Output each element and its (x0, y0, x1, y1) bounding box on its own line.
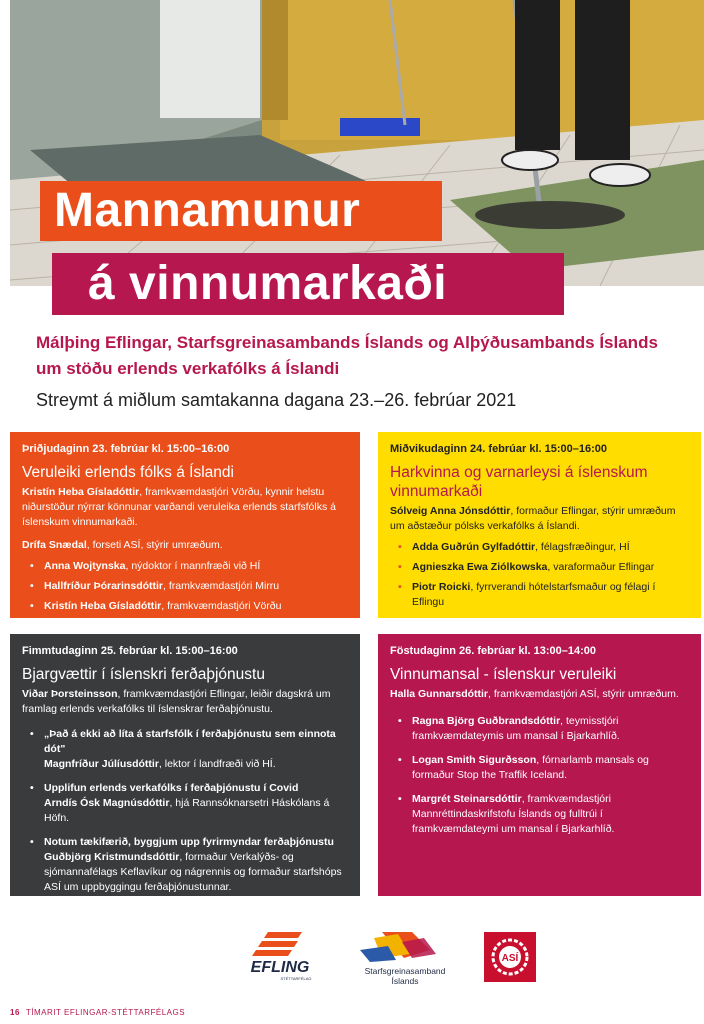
session-day: Fimmtudaginn 25. febrúar kl. 15:00–16:00 (22, 645, 238, 657)
page-title-line-2: á vinnumarkaði (52, 253, 564, 315)
bullet-icon: • (30, 728, 34, 740)
panelist-list (390, 714, 689, 837)
session-topic: Bjargvættir í íslenskri ferðaþjónustu (22, 666, 265, 683)
session-tuesday (10, 432, 360, 618)
bullet-icon: • (398, 581, 402, 593)
session-wednesday (378, 432, 701, 618)
ssi-logo-line-1: Starfsgreinasamband (364, 966, 446, 976)
talk-list (22, 727, 348, 895)
list-item: • „Það á ekki að líta á starfsfólk í ferðaþjónustu sem einnota dót" Magnfríður Júlíusdóttir, lektor í landfræði við HÍ. (30, 728, 336, 770)
speaker-role: , framkvæmdastjóri ASÍ, stýrir umræðum. (488, 688, 679, 700)
session-topic: Veruleiki erlends fólks á Íslandi (22, 464, 234, 481)
speaker-role: , formaður Eflingar, stýrir umræðum um aðstæður pólsks verkafólks á Íslandi. (390, 505, 676, 532)
list-item: • Kristín Heba Gísladóttir, framkvæmdastjóri Vörðu (30, 600, 282, 612)
session-day: Miðvikudaginn 24. febrúar kl. 15:00–16:00 (390, 443, 608, 455)
efling-logo-sub: STÉTTARFÉLAG (280, 976, 312, 981)
speaker-name: Sólveig Anna Jónsdóttir (390, 505, 511, 517)
list-item: • Anna Wojtynska, nýdoktor í mannfræði við HÍ (30, 560, 261, 572)
list-item: • Agnieszka Ewa Ziólkowska, varaformaður Eflingar (398, 561, 655, 573)
list-item: • Piotr Roicki, fyrrverandi hótelstarfsmaður og félagi í Eflingu (398, 581, 656, 608)
ssi-logo-line-2: Íslands (391, 976, 419, 986)
panelist-list (22, 559, 348, 614)
list-item: • Adda Guðrún Gylfadóttir, félagsfræðingur, HÍ (398, 541, 630, 553)
speaker-name: Kristín Heba Gísladóttir (22, 486, 140, 498)
stream-notice: Streymt á miðlum samtakanna dagana 23.–26. febrúar 2021 (36, 390, 517, 410)
bullet-icon: • (30, 580, 34, 592)
list-item: • Ragna Björg Guðbrandsdóttir, teymisstjóri framkvæmdateymis um mansal í Bjarkarhlíð. (398, 715, 620, 742)
session-day: Þriðjudaginn 23. febrúar kl. 15:00–16:00 (22, 443, 230, 455)
hero-photo (10, 0, 704, 286)
speaker-role: , framkvæmdastjóri Eflingar, leiðir dagskrá um framlag erlends verkafólks til íslenskrar ferðaþjónustu. (22, 688, 331, 715)
bullet-icon: • (398, 754, 402, 766)
publication-name: TÍMARIT EFLINGAR-STÉTTARFÉLAGS (25, 1008, 186, 1017)
speaker-role: , framkvæmdastjóri Vörðu, kynnir helstu niðurstöður nýrrar könnunar varðandi veruleika erlends starfsfólks á íslenskum vinnumarkaði. (22, 486, 336, 528)
page-title-line-1: Mannamunur (40, 181, 442, 241)
panelist-list (390, 540, 689, 610)
session-moderator (22, 538, 348, 553)
list-item: • Hallfríður Þórarinsdóttir, framkvæmdastjóri Mirru (30, 580, 280, 592)
bullet-icon: • (30, 836, 34, 848)
bullet-icon: • (398, 715, 402, 727)
asi-logo-text: ASÍ (501, 953, 519, 964)
moderator-role: , forseti ASÍ, stýrir umræðum. (86, 539, 223, 551)
efling-logo (234, 930, 326, 982)
event-subtitle: Málþing Eflingar, Starfsgreinasambands Íslands og Alþýðusambands Íslands um stöðu erlends verkafólks á Íslandi (36, 333, 658, 378)
moderator-name: Drífa Snædal (22, 539, 87, 551)
speaker-name: Viðar Þorsteinsson (22, 688, 118, 700)
session-description (390, 504, 689, 534)
session-description (22, 485, 348, 530)
asi-logo (484, 932, 536, 982)
session-topic: Vinnumansal - íslenskur veruleiki (390, 666, 617, 683)
page-number: 16 (10, 1008, 20, 1017)
ssi-logo (352, 928, 458, 990)
speaker-name: Halla Gunnarsdóttir (390, 688, 489, 700)
bullet-icon: • (398, 541, 402, 553)
session-topic: Harkvinna og varnarleysi á íslenskum vinnumarkaði (390, 464, 648, 500)
bullet-icon: • (30, 560, 34, 572)
session-description (390, 687, 689, 702)
session-day: Föstudaginn 26. febrúar kl. 13:00–14:00 (390, 645, 597, 657)
session-description (22, 687, 348, 717)
bullet-icon: • (30, 600, 34, 612)
efling-logo-name: EFLING (250, 959, 310, 976)
bullet-icon: • (30, 782, 34, 794)
list-item: • Notum tækifærið, byggjum upp fyrirmyndar ferðaþjónustu Guðbjörg Kristmundsdóttir, formaður Verkalýðs- og sjómannafélags Keflavíkur og nágrennis og formaður starfshóps ASÍ um uppbyggingu ferðaþjónustunnar. (30, 836, 342, 893)
list-item: • Margrét Steinarsdóttir, framkvæmdastjóri Mannréttindaskrifstofu Íslands og fulltrúi í framkvæmdateymi um mansal í Bjarkarhlíð. (398, 793, 615, 835)
list-item: • Logan Smith Sigurðsson, fórnarlamb mansals og formaður Stop the Traffik Iceland. (398, 754, 649, 781)
bullet-icon: • (398, 561, 402, 573)
list-item: • Upplifun erlends verkafólks í ferðaþjónustu í Covid Arndís Ósk Magnúsdóttir, hjá Rannsóknarsetri Háskólans á Höfn. (30, 782, 330, 824)
session-friday (378, 634, 701, 896)
page-footer (10, 1008, 185, 1017)
bullet-icon: • (398, 793, 402, 805)
session-thursday (10, 634, 360, 896)
